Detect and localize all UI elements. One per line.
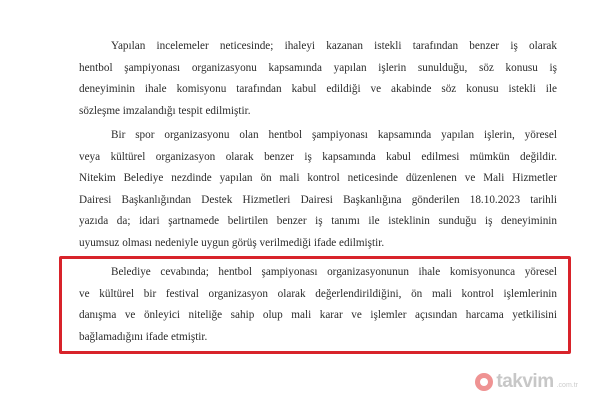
paragraph-line: deneyiminin ihale komisyonu tarafından kabul edildiği ve akabinde söz konusu istekli ile [79,83,557,95]
paragraph-line: bağlamadığını ifade etmiştir. [79,330,208,343]
watermark-brand: takvim [496,371,554,392]
paragraph-line: yazıda da; idari şartnamede belirtilen benzer iş tanımı ile isteklinin sunduğu iş deneyiminin [79,215,557,227]
paragraph-findings [79,36,557,122]
paragraph-line: hentbol şampiyonası organizasyonu kapsamında yapılan işlerin sunulduğu, söz konusu iş [79,61,557,74]
paragraph-line: Yapılan incelemeler neticesinde; ihaleyi kazanan istekli tarafından benzer iş olarak [111,40,557,52]
paragraph-line: Belediye cevabında; hentbol şampiyonası organizasyonunun ihale komisyonunca yöresel [111,266,557,278]
paragraph-line: veya kültürel organizasyon olarak benzer iş kapsamında kabul edilmesi mümkün değildir. [79,150,557,163]
paragraph-line: sözleşme imzalandığı tespit edilmiştir. [79,104,251,117]
paragraph-assessment [79,125,557,254]
watermark-tld: .com.tr [556,382,578,389]
paragraph-municipality-response [79,262,557,348]
paragraph-line: uyumsuz olması nedeniyle uygun görüş verilmediği ifade edilmiştir. [79,236,385,249]
paragraph-line: Bir spor organizasyonu olan hentbol şampiyonası kapsamında yapılan işlerin, yöresel [111,129,557,141]
paragraph-line: Nitekim Belediye nezdinde yapılan ön mali kontrol neticesinde düzenlenen ve Mali Hizmetler [79,172,557,184]
paragraph-line: danışma ve önleyici niteliğe sahip olup mali karar ve işlemler açısından harcama yetkilisini [79,309,557,321]
takvim-watermark [475,371,578,393]
paragraph-line: Dairesi Başkanlığından Destek Hizmetleri Dairesi Başkanlığına gönderilen 18.10.2023 tarihli [79,193,557,206]
paragraph-line: ve kültürel bir festival organizasyon olarak değerlendirildiğini, ön mali kontrol işlemlerinin [79,287,557,300]
takvim-logo-icon [475,373,493,391]
